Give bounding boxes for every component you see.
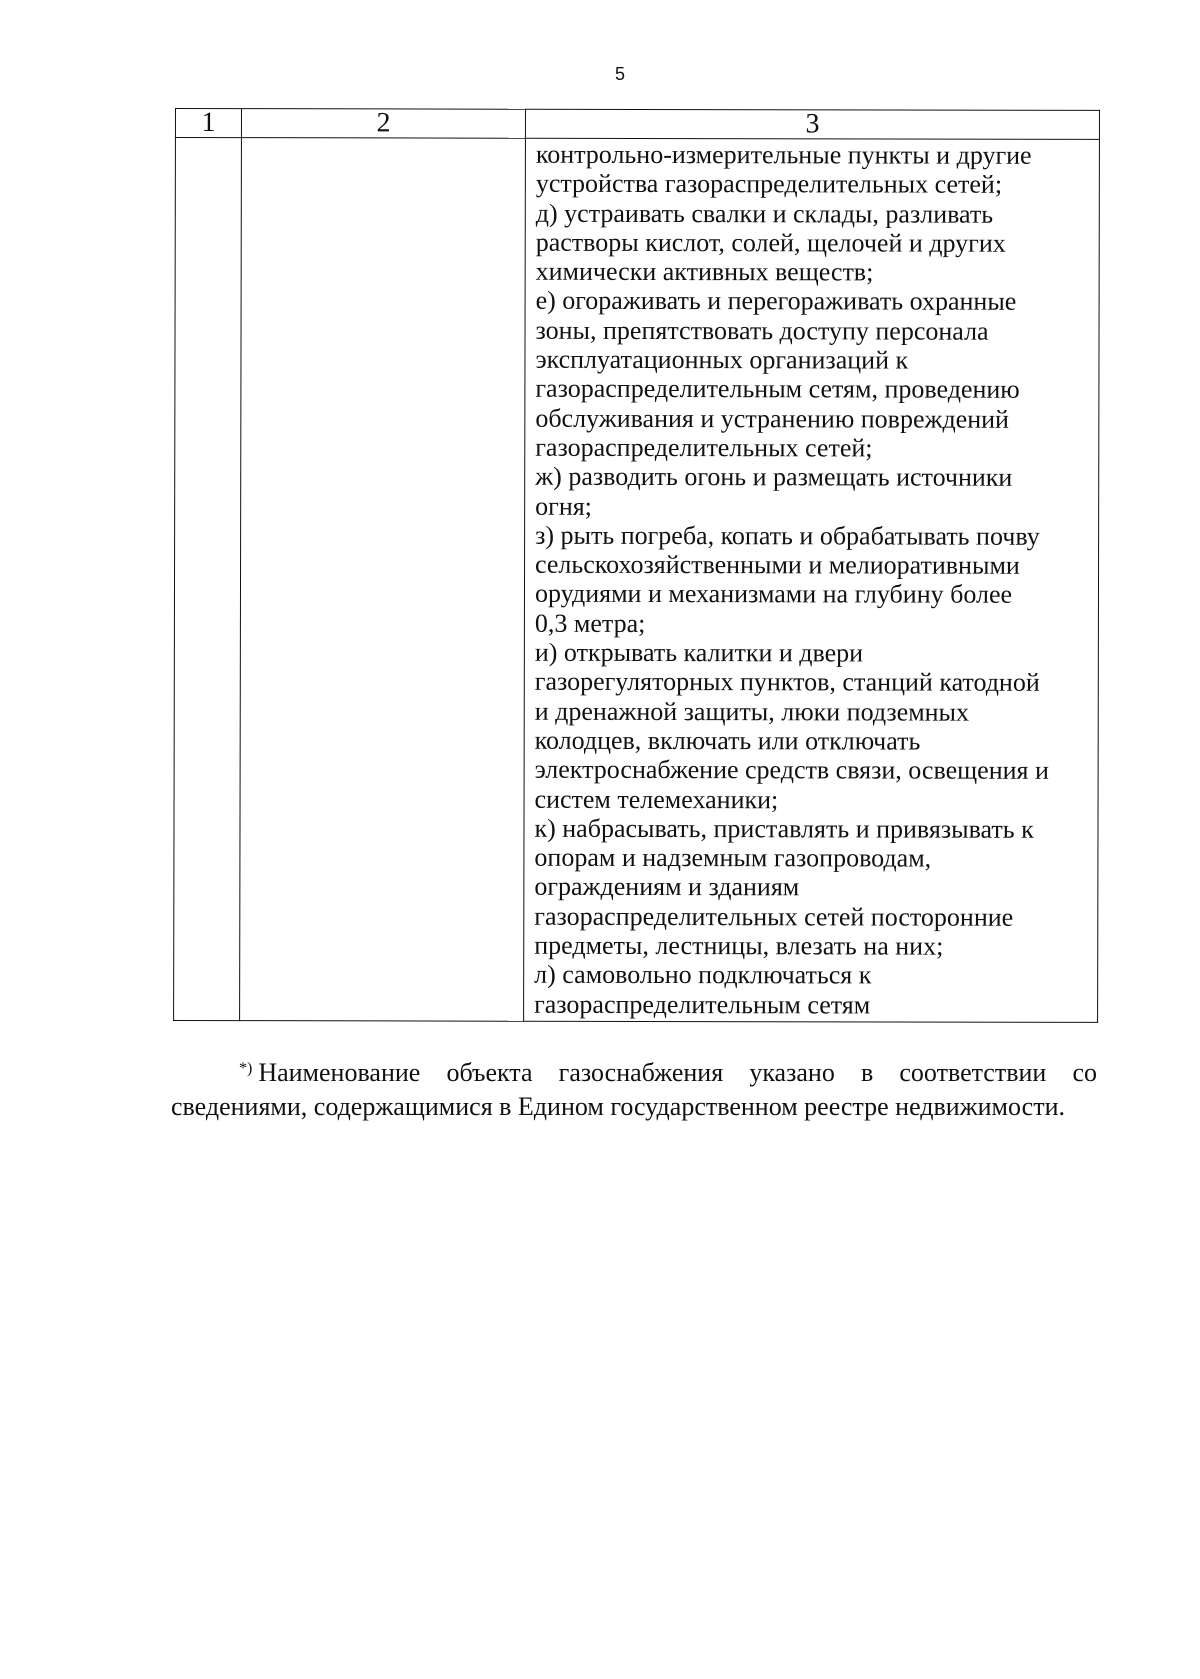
- restriction-text-line: зоны, препятствовать доступу персонала: [535, 315, 989, 346]
- table-header-col-3: 3: [525, 109, 1099, 139]
- table-header-col-1: 1: [175, 109, 241, 138]
- footnote-paragraph: [171, 1052, 1097, 1124]
- restriction-text-line: электроснабжение средств связи, освещения и: [534, 754, 1049, 786]
- restriction-text-line: газораспределительных сетей посторонние: [534, 901, 1014, 932]
- restriction-text-line: орудиями и механизмами на глубину более: [534, 579, 1013, 610]
- restriction-text-line: газораспределительных сетей;: [535, 432, 873, 463]
- restriction-text-line: 0,3 метра;: [534, 608, 646, 638]
- restriction-text-line: химически активных веществ;: [535, 256, 874, 287]
- restriction-text-line: е) огораживать и перегораживать охранные: [535, 286, 1017, 317]
- restriction-text-line: устройства газораспределительных сетей;: [535, 169, 1003, 200]
- restriction-text-line: контрольно-измерительные пункты и другие: [535, 139, 1032, 170]
- footnote-text: Наименование объекта газоснабжения указано в соответствии со сведениями, содержащимися в Едином государственном реестре недвижимости.: [171, 1058, 1097, 1121]
- table-header-row: [175, 109, 1099, 140]
- footnote-marker: *): [239, 1060, 253, 1077]
- restriction-text-line: систем телемеханики;: [534, 784, 779, 814]
- restriction-text-line: и дренажной защиты, люки подземных: [534, 696, 970, 727]
- restriction-text-line: к) набрасывать, приставлять и привязывать к: [534, 813, 1034, 844]
- restriction-text-line: газораспределительным сетям: [534, 989, 871, 1020]
- table-header-col-2: 2: [241, 109, 525, 139]
- restriction-text-line: и) открывать калитки и двери: [534, 637, 864, 668]
- restriction-text-line: газораспределительным сетям, проведению: [535, 374, 1020, 405]
- table-cell-col-1: [174, 138, 242, 1021]
- restriction-text-line: колодцев, включать или отключать: [534, 725, 921, 756]
- restriction-text-line: ж) разводить огонь и размещать источники: [535, 462, 1013, 493]
- table-cell-col-2: [240, 138, 526, 1021]
- restriction-text-line: з) рыть погреба, копать и обрабатывать почву: [535, 520, 1040, 551]
- footnote: [171, 1052, 1097, 1124]
- restriction-text-line: ограждениям и зданиям: [534, 872, 800, 902]
- restriction-text-line: растворы кислот, солей, щелочей и других: [535, 227, 1006, 258]
- page-number: 5: [614, 64, 625, 84]
- restriction-text-line: обслуживания и устранению повреждений: [535, 403, 1010, 434]
- restriction-text-line: газорегуляторных пунктов, станций катодной: [534, 667, 1040, 698]
- restriction-text-line: огня;: [535, 491, 592, 521]
- restrictions-table-wrapper: [173, 108, 1099, 1023]
- restriction-text-line: л) самовольно подключаться к: [534, 960, 872, 990]
- table-cell-col-3: [524, 138, 1100, 1022]
- restriction-text-line: предметы, лестницы, влезать на них;: [534, 930, 944, 961]
- table-row: [174, 138, 1100, 1023]
- restrictions-table: [173, 108, 1100, 1023]
- restriction-text-line: д) устраивать свалки и склады, разливать: [535, 198, 994, 229]
- restriction-text-line: опорам и надземным газопроводам,: [534, 842, 932, 873]
- restriction-text-line: эксплуатационных организаций к: [535, 344, 909, 375]
- restriction-text-line: сельскохозяйственными и мелиоративными: [535, 549, 1020, 580]
